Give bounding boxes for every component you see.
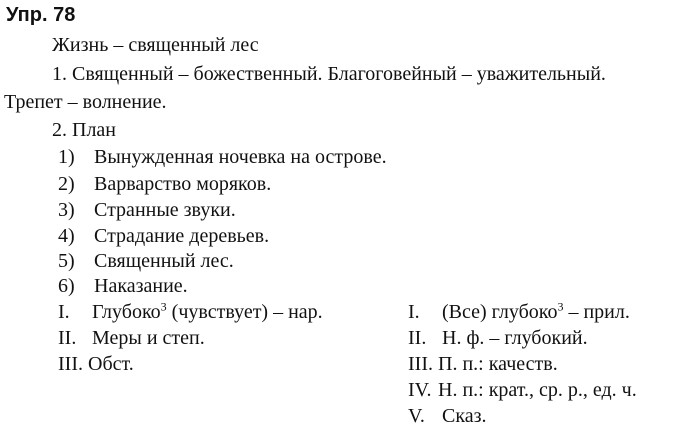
parse-right-text: Сказ.: [442, 405, 487, 427]
exercise-heading: Жизнь – священный лес: [52, 34, 259, 56]
plan-item: [58, 224, 269, 248]
parse-left-text-tail: (чувствует) – нар.: [166, 301, 323, 323]
parse-right-text: Н. ф. – глубокий.: [442, 327, 588, 349]
parse-right-text-tail: – прил.: [563, 301, 630, 323]
parse-right-number: IV.: [408, 379, 432, 401]
parse-right-number: V.: [408, 405, 425, 427]
task1-line2: Трепет – волнение.: [4, 91, 167, 113]
parse-left-text: Меры и степ.: [92, 327, 205, 349]
plan-item-text: Страдание деревьев.: [94, 225, 270, 247]
plan-item-text: Священный лес.: [94, 250, 234, 272]
plan-item-text: Наказание.: [94, 275, 188, 297]
parse-right-row: [408, 378, 637, 402]
plan-item-number: 1): [58, 146, 75, 168]
plan-item: [58, 198, 236, 222]
plan-item-number: 4): [58, 225, 75, 247]
parse-right-text: (Все) глубоко: [442, 301, 558, 323]
exercise-title: Упр. 78: [6, 4, 76, 26]
parse-right-text: П. п.: качеств.: [438, 353, 558, 375]
parse-right-sup: 3: [557, 299, 564, 314]
parse-right-row: [408, 326, 588, 350]
plan-item: [58, 172, 271, 196]
plan-item-number: 5): [58, 250, 75, 272]
parse-right-text: Н. п.: крат., ср. р., ед. ч.: [438, 379, 637, 401]
parse-left-number: I.: [58, 301, 70, 323]
parse-right-row: [408, 300, 630, 324]
parse-right-number: II.: [408, 327, 427, 349]
parse-left-sup: 3: [160, 299, 167, 314]
parse-right-row: [408, 352, 558, 376]
plan-item: [58, 249, 234, 273]
parse-left-text: Обст.: [88, 353, 134, 375]
parse-left-row: [58, 326, 205, 350]
plan-item: [58, 274, 188, 298]
plan-item-text: Вынужденная ночевка на острове.: [94, 146, 387, 168]
plan-heading: 2. План: [52, 119, 117, 141]
plan-item-text: Странные звуки.: [94, 199, 236, 221]
parse-left-text: Глубоко: [92, 301, 161, 323]
plan-item-number: 3): [58, 199, 75, 221]
parse-left-number: III.: [58, 353, 83, 375]
parse-right-number: I.: [408, 301, 420, 323]
parse-left-row: [58, 300, 323, 324]
parse-right-row: [408, 404, 487, 428]
plan-item: [58, 145, 387, 169]
plan-item-number: 6): [58, 275, 75, 297]
plan-item-text: Варварство моряков.: [94, 173, 272, 195]
plan-item-number: 2): [58, 173, 75, 195]
parse-left-row: [58, 352, 134, 376]
parse-right-number: III.: [408, 353, 433, 375]
task1-line1: 1. Священный – божественный. Благоговейный – уважительный.: [52, 63, 606, 85]
parse-left-number: II.: [58, 327, 77, 349]
